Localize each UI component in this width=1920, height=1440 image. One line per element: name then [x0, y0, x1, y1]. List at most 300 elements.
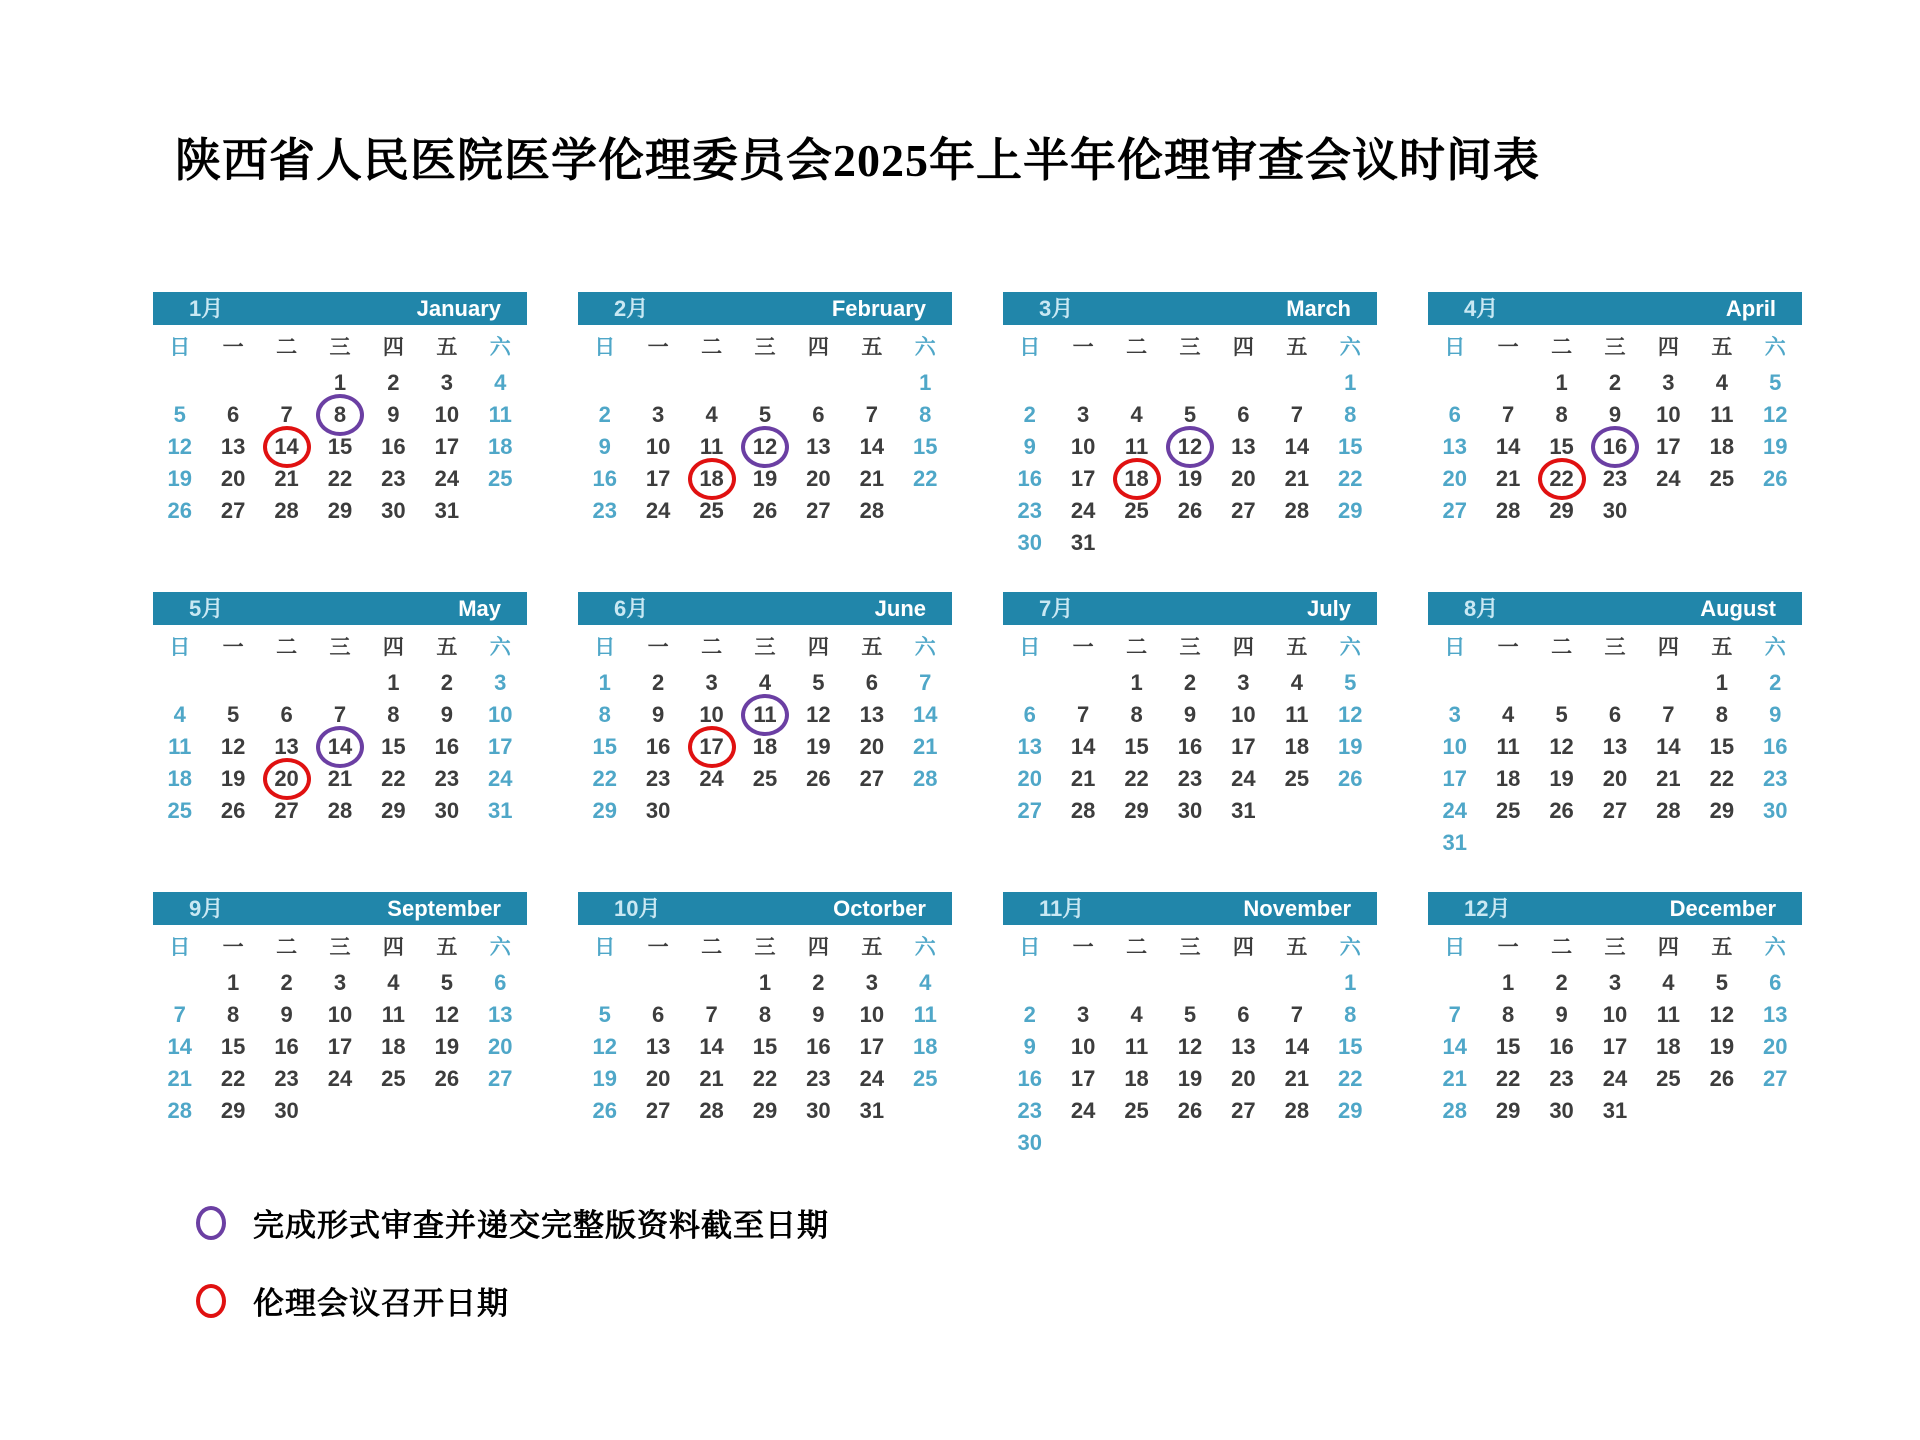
month-label-en: December	[1669, 896, 1776, 921]
day-cell	[792, 399, 845, 431]
day-number: 24	[645, 498, 671, 523]
week-row	[578, 463, 952, 495]
month-label-cn: 2月	[614, 296, 649, 321]
day-number: 11	[913, 1002, 937, 1027]
day-number: 22	[381, 766, 406, 791]
day-cell	[260, 795, 313, 827]
day-cell	[1217, 367, 1270, 399]
day-cell	[1217, 967, 1270, 999]
day-cell	[474, 731, 527, 763]
weekday-cell: 四	[807, 936, 829, 959]
day-number: 14	[913, 702, 938, 727]
day-cell	[1270, 967, 1323, 999]
day-cell	[313, 967, 366, 999]
weekday-header-row	[578, 625, 952, 667]
day-number: 6	[865, 670, 878, 695]
month-header	[153, 292, 527, 325]
day-number: 17	[1070, 466, 1096, 491]
legend-row-meeting	[196, 1278, 829, 1323]
day-cell	[1642, 699, 1695, 731]
week-row	[578, 967, 952, 999]
day-cell	[1217, 431, 1270, 463]
day-number: 13	[1763, 1002, 1788, 1027]
day-number: 14	[1284, 1034, 1310, 1059]
day-number: 12	[1177, 1034, 1203, 1059]
day-cell	[1003, 431, 1056, 463]
day-number: 25	[1495, 798, 1521, 823]
day-cell	[738, 731, 791, 763]
weekday-cell: 六	[1764, 936, 1786, 959]
day-number: 19	[806, 734, 831, 759]
day-number: 23	[645, 766, 671, 791]
day-cell	[313, 667, 366, 699]
day-number: 6	[812, 402, 825, 427]
day-number: 28	[1284, 498, 1310, 523]
day-cell	[1695, 367, 1748, 399]
day-number: 5	[1344, 670, 1357, 695]
day-cell	[685, 699, 738, 731]
day-number: 13	[645, 1034, 671, 1059]
day-number: 18	[1656, 1034, 1681, 1059]
day-number: 14	[327, 734, 353, 759]
day-cell	[420, 795, 473, 827]
day-cell	[313, 495, 366, 527]
day-number: 1	[387, 670, 400, 695]
weekday-cell: 六	[914, 636, 936, 659]
day-number: 6	[1769, 970, 1782, 995]
day-cell	[1110, 795, 1163, 827]
day-cell	[578, 431, 631, 463]
day-number: 13	[806, 434, 831, 459]
day-number: 15	[592, 734, 617, 759]
day-number: 18	[1495, 766, 1521, 791]
day-cell	[313, 1063, 366, 1095]
day-number: 30	[434, 798, 460, 823]
weekday-cell: 五	[1711, 336, 1733, 359]
day-number: 26	[1763, 466, 1788, 491]
day-cell	[1324, 1127, 1377, 1159]
week-row	[153, 1063, 527, 1095]
day-number: 28	[167, 1098, 192, 1123]
weekday-cell: 二	[1126, 336, 1148, 359]
day-number: 31	[434, 498, 460, 523]
day-cell	[474, 763, 527, 795]
day-cell	[420, 367, 473, 399]
day-cell	[631, 967, 684, 999]
day-number: 24	[327, 1066, 353, 1091]
day-cell	[206, 795, 259, 827]
day-number: 24	[1070, 498, 1096, 523]
weekday-cell: 一	[1072, 636, 1094, 659]
day-cell	[1056, 1063, 1109, 1095]
day-cell	[1324, 1095, 1377, 1127]
day-cell	[206, 463, 259, 495]
day-cell	[1270, 731, 1323, 763]
day-cell	[1270, 699, 1323, 731]
weekday-cell: 二	[276, 636, 298, 659]
day-number: 3	[1237, 670, 1250, 695]
day-number: 11	[1656, 1002, 1681, 1027]
day-cell	[1217, 1127, 1270, 1159]
day-number: 22	[913, 466, 938, 491]
day-cell	[474, 1095, 527, 1127]
day-cell	[1163, 667, 1216, 699]
week-row	[1003, 999, 1377, 1031]
day-number: 30	[1763, 798, 1788, 823]
day-cell	[1110, 399, 1163, 431]
day-cell	[206, 999, 259, 1031]
day-number: 28	[1656, 798, 1681, 823]
day-number: 8	[1715, 702, 1728, 727]
week-row	[1003, 699, 1377, 731]
day-cell	[1270, 367, 1323, 399]
day-cell	[738, 1095, 791, 1127]
day-cell	[1695, 1031, 1748, 1063]
day-number: 10	[488, 702, 513, 727]
day-number: 3	[705, 670, 718, 695]
day-cell	[1481, 699, 1534, 731]
day-cell	[899, 999, 952, 1031]
day-number: 11	[488, 402, 512, 427]
week-row	[1428, 667, 1802, 699]
day-number: 15	[327, 434, 353, 459]
day-cell	[1003, 731, 1056, 763]
day-number: 5	[1769, 370, 1782, 395]
day-cell	[420, 1095, 473, 1127]
day-number: 5	[598, 1002, 611, 1027]
day-number: 23	[1017, 1098, 1042, 1123]
day-cell	[899, 1063, 952, 1095]
day-number: 21	[274, 466, 299, 491]
month-label-en: February	[831, 296, 926, 321]
weekday-cell: 二	[701, 636, 723, 659]
day-cell	[1481, 795, 1534, 827]
month-label-en: May	[458, 596, 501, 621]
day-number: 16	[274, 1034, 299, 1059]
day-cell	[1695, 731, 1748, 763]
week-row	[153, 763, 527, 795]
day-number: 10	[645, 434, 671, 459]
weekday-cell: 四	[382, 336, 404, 359]
day-cell	[260, 967, 313, 999]
day-cell	[1481, 763, 1534, 795]
day-number: 23	[1549, 1066, 1574, 1091]
day-cell	[738, 463, 791, 495]
weekday-cell: 日	[594, 936, 616, 959]
week-row	[153, 699, 527, 731]
day-number: 5	[1183, 402, 1197, 427]
day-number: 30	[1602, 498, 1628, 523]
day-cell	[631, 667, 684, 699]
day-number: 1	[333, 370, 347, 395]
day-number: 23	[381, 466, 406, 491]
day-number: 4	[1290, 670, 1303, 695]
week-row	[1003, 763, 1377, 795]
day-number: 12	[1709, 1002, 1735, 1027]
week-row	[578, 667, 952, 699]
day-number: 24	[1231, 766, 1256, 791]
day-cell	[260, 667, 313, 699]
day-number: 10	[327, 1002, 353, 1027]
day-cell	[1481, 667, 1534, 699]
day-cell	[631, 795, 684, 827]
week-row	[1003, 495, 1377, 527]
day-cell	[1588, 463, 1641, 495]
day-number: 7	[1662, 702, 1675, 727]
weekday-cell: 四	[807, 636, 829, 659]
weekday-cell: 一	[222, 936, 244, 959]
day-cell	[1163, 763, 1216, 795]
day-number: 4	[387, 970, 400, 995]
day-number: 20	[1442, 466, 1467, 491]
day-cell	[153, 795, 206, 827]
month-header	[1003, 892, 1377, 925]
day-cell	[899, 667, 952, 699]
day-cell	[845, 1031, 898, 1063]
day-cell	[578, 731, 631, 763]
day-cell	[1588, 731, 1641, 763]
weekday-cell: 六	[914, 936, 936, 959]
day-number: 3	[494, 670, 507, 695]
weekday-cell: 四	[1657, 636, 1679, 659]
day-cell	[792, 1031, 845, 1063]
day-cell	[1535, 367, 1588, 399]
day-cell	[792, 463, 845, 495]
weekday-cell: 日	[1444, 936, 1466, 959]
day-cell	[153, 1063, 206, 1095]
day-cell	[1163, 463, 1216, 495]
weekday-cell: 六	[489, 636, 511, 659]
day-number: 14	[1284, 434, 1310, 459]
day-cell	[206, 399, 259, 431]
day-cell	[1163, 1031, 1216, 1063]
day-cell	[474, 495, 527, 527]
day-cell	[899, 699, 952, 731]
day-cell	[260, 463, 313, 495]
day-cell	[1110, 667, 1163, 699]
day-number: 2	[1769, 670, 1782, 695]
day-number: 7	[1448, 1002, 1461, 1027]
red-circle-icon	[196, 1284, 226, 1318]
day-cell	[1588, 1063, 1641, 1095]
day-cell	[738, 999, 791, 1031]
weekday-header-row	[153, 325, 527, 367]
day-cell	[1217, 999, 1270, 1031]
day-cell	[1003, 495, 1056, 527]
month-calendar-6	[578, 592, 952, 827]
day-cell	[1535, 795, 1588, 827]
day-number: 30	[645, 798, 671, 823]
day-number: 8	[1130, 702, 1143, 727]
day-cell	[1535, 731, 1588, 763]
day-cell	[1003, 1095, 1056, 1127]
day-cell	[367, 1031, 420, 1063]
day-cell	[1056, 1095, 1109, 1127]
day-cell	[1481, 967, 1534, 999]
day-cell	[792, 495, 845, 527]
day-cell	[1003, 1127, 1056, 1159]
day-cell	[1003, 367, 1056, 399]
day-number: 25	[1124, 498, 1149, 523]
day-number: 20	[274, 766, 299, 791]
day-number: 19	[220, 766, 246, 791]
day-number: 29	[381, 798, 406, 823]
day-cell	[1481, 463, 1534, 495]
day-number: 4	[1715, 370, 1728, 395]
day-cell	[899, 1095, 952, 1127]
week-row	[578, 1063, 952, 1095]
day-cell	[474, 431, 527, 463]
day-cell	[1270, 527, 1323, 559]
day-cell	[845, 399, 898, 431]
day-number: 23	[1602, 466, 1628, 491]
day-cell	[1324, 1031, 1377, 1063]
day-cell	[578, 763, 631, 795]
weekday-header-row	[1428, 625, 1802, 667]
day-number: 19	[1338, 734, 1363, 759]
day-number: 9	[652, 702, 665, 727]
legend	[196, 1200, 829, 1323]
week-row	[153, 999, 527, 1031]
day-number: 5	[440, 970, 453, 995]
day-number: 8	[227, 1002, 240, 1027]
day-number: 25	[1284, 766, 1310, 791]
weekday-cell: 日	[169, 336, 191, 359]
day-cell	[738, 367, 791, 399]
day-number: 11	[168, 734, 192, 759]
day-number: 28	[1495, 498, 1521, 523]
week-row	[153, 495, 527, 527]
week-row	[153, 463, 527, 495]
day-number: 19	[434, 1034, 460, 1059]
day-cell	[1749, 967, 1802, 999]
day-number: 16	[592, 466, 617, 491]
day-number: 17	[645, 466, 671, 491]
day-number: 21	[1284, 466, 1310, 491]
month-label-en: January	[416, 296, 501, 321]
day-number: 28	[1070, 798, 1096, 823]
day-cell	[1270, 431, 1323, 463]
day-cell	[1695, 1063, 1748, 1095]
day-cell	[1003, 967, 1056, 999]
day-cell	[260, 731, 313, 763]
weekday-cell: 二	[1551, 336, 1573, 359]
day-number: 5	[173, 402, 186, 427]
day-cell	[1324, 367, 1377, 399]
day-cell	[1003, 463, 1056, 495]
day-number: 7	[1502, 402, 1515, 427]
day-number: 1	[1344, 370, 1357, 395]
day-cell	[1695, 667, 1748, 699]
day-cell	[420, 399, 473, 431]
day-number: 8	[1344, 1002, 1357, 1027]
day-cell	[1749, 1031, 1802, 1063]
day-cell	[685, 795, 738, 827]
day-number: 21	[1656, 766, 1681, 791]
day-cell	[1003, 795, 1056, 827]
day-cell	[1428, 1063, 1481, 1095]
weekday-cell: 三	[1604, 636, 1626, 659]
day-cell	[367, 667, 420, 699]
day-number: 9	[598, 434, 611, 459]
day-number: 12	[1177, 434, 1203, 459]
day-cell	[1110, 527, 1163, 559]
day-number: 9	[1769, 702, 1782, 727]
day-cell	[1324, 667, 1377, 699]
weekday-cell: 三	[1604, 936, 1626, 959]
week-row	[1428, 1095, 1802, 1127]
weekday-cell: 一	[647, 636, 669, 659]
weekday-cell: 五	[1711, 936, 1733, 959]
week-row	[578, 731, 952, 763]
day-cell	[1428, 731, 1481, 763]
month-label-cn: 4月	[1464, 296, 1499, 321]
day-cell	[1110, 463, 1163, 495]
day-cell	[367, 367, 420, 399]
weekday-header-row	[1003, 925, 1377, 967]
day-cell	[578, 1063, 631, 1095]
day-number: 10	[699, 702, 724, 727]
weekday-cell: 一	[1072, 936, 1094, 959]
legend-label-deadline: 完成形式审查并递交完整版资料截至日期	[253, 1208, 829, 1243]
weekday-cell: 二	[1126, 636, 1148, 659]
day-cell	[1695, 495, 1748, 527]
day-number: 10	[1656, 402, 1681, 427]
month-calendar-4	[1428, 292, 1802, 527]
day-cell	[1056, 731, 1109, 763]
day-cell	[631, 699, 684, 731]
day-number: 25	[752, 766, 778, 791]
day-cell	[1110, 731, 1163, 763]
week-row	[578, 431, 952, 463]
day-cell	[792, 699, 845, 731]
day-number: 6	[227, 402, 240, 427]
day-cell	[474, 967, 527, 999]
day-cell	[792, 999, 845, 1031]
day-number: 19	[1549, 766, 1574, 791]
day-number: 22	[1495, 1066, 1521, 1091]
day-number: 18	[1124, 1066, 1149, 1091]
day-cell	[845, 1063, 898, 1095]
day-cell	[1481, 495, 1534, 527]
day-number: 17	[1231, 734, 1256, 759]
weekday-header-row	[1003, 325, 1377, 367]
day-cell	[474, 795, 527, 827]
day-cell	[1535, 699, 1588, 731]
weekday-cell: 四	[1232, 336, 1254, 359]
day-cell	[474, 1031, 527, 1063]
day-cell	[845, 431, 898, 463]
day-number: 29	[752, 1098, 778, 1123]
day-number: 29	[1338, 1098, 1363, 1123]
day-number: 22	[592, 766, 617, 791]
day-number: 20	[488, 1034, 513, 1059]
day-number: 27	[1763, 1066, 1788, 1091]
day-number: 30	[381, 498, 406, 523]
day-cell	[1110, 999, 1163, 1031]
day-cell	[899, 1031, 952, 1063]
day-cell	[1003, 699, 1056, 731]
weekday-cell: 日	[169, 636, 191, 659]
day-cell	[1428, 999, 1481, 1031]
day-cell	[206, 431, 259, 463]
day-cell	[1163, 731, 1216, 763]
day-number: 1	[1344, 970, 1357, 995]
day-cell	[153, 967, 206, 999]
month-header	[1003, 592, 1377, 625]
day-cell	[313, 399, 366, 431]
day-cell	[1428, 367, 1481, 399]
